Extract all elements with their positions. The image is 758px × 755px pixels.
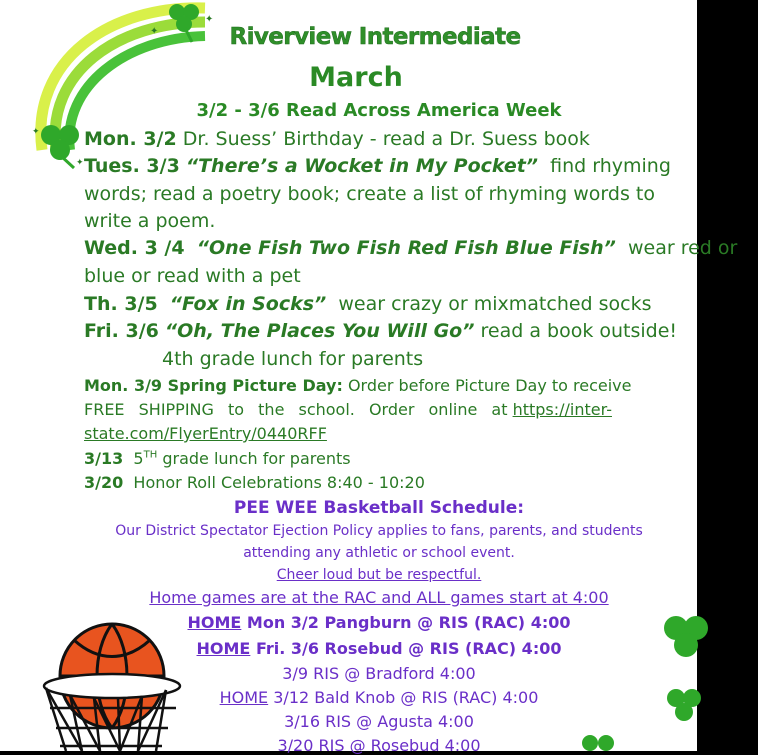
basketball-title: PEE WEE Basketball Schedule: <box>233 498 525 518</box>
game-row <box>0 664 758 683</box>
game-row <box>0 736 758 755</box>
picture-day-line <box>84 424 327 443</box>
event-title: “There’s a Wocket in My Pocket” <box>185 155 539 177</box>
game-text: Fri. 3/6 Rosebud @ RIS (RAC) 4:00 <box>255 639 562 658</box>
event-continuation: 4th grade lunch for parents <box>162 348 424 370</box>
event-text: Dr. Suess’ Birthday - read a Dr. Suess book <box>182 128 590 150</box>
event-row <box>84 293 652 315</box>
game-row <box>0 613 758 632</box>
honor-date: 3/20 <box>84 473 124 492</box>
event-row <box>84 128 590 150</box>
picture-day-line <box>84 400 612 419</box>
picture-day-link[interactable]: https://inter- <box>512 400 612 419</box>
event-row <box>84 320 677 342</box>
lunch-date: 3/13 <box>84 449 124 468</box>
honor-text: Honor Roll Celebrations 8:40 - 10:20 <box>133 473 425 492</box>
event-row <box>84 237 737 259</box>
game-home-tag: HOME <box>219 688 269 707</box>
picture-day-text: FREE SHIPPING to the school. Order online at <box>84 400 508 419</box>
event-day: Wed. 3 /4 <box>84 237 185 259</box>
game-text: 3/12 Bald Knob @ RIS (RAC) 4:00 <box>273 688 539 707</box>
picture-day-line <box>84 376 632 395</box>
picture-day-link[interactable]: state.com/FlyerEntry/0440RFF <box>84 424 327 443</box>
game-text: 3/9 RIS @ Bradford 4:00 <box>282 664 476 683</box>
cheer-note: Cheer loud but be respectful. <box>276 567 482 583</box>
game-home-tag: HOME <box>196 639 251 658</box>
honor-line <box>84 473 425 492</box>
game-row <box>0 688 758 707</box>
picture-day-label: Mon. 3/9 Spring Picture Day: <box>84 376 343 395</box>
month-title: March <box>309 62 403 93</box>
svg-text:✦: ✦ <box>76 158 84 168</box>
svg-text:✦: ✦ <box>150 26 159 37</box>
svg-text:✦: ✦ <box>205 14 214 25</box>
picture-day-text: Order before Picture Day to receive <box>347 376 632 395</box>
event-text: find rhyming <box>550 155 671 177</box>
week-title: 3/2 - 3/6 Read Across America Week <box>196 100 562 121</box>
lunch-grade-suffix: TH <box>143 449 158 461</box>
event-title: “Fox in Socks” <box>169 293 327 315</box>
home-note: Home games are at the RAC and ALL games start at 4:00 <box>149 588 609 607</box>
event-text: wear red or <box>627 237 738 259</box>
game-text: 3/20 RIS @ Rosebud 4:00 <box>277 736 481 755</box>
event-day: Fri. 3/6 <box>84 320 159 342</box>
event-row <box>84 155 671 177</box>
game-text: 3/16 RIS @ Agusta 4:00 <box>284 712 474 731</box>
event-title: “Oh, The Places You Will Go” <box>164 320 475 342</box>
event-continuation: words; read a poetry book; create a list of rhyming words to <box>84 183 655 205</box>
event-continuation: write a poem. <box>84 210 216 232</box>
policy-line: Our District Spectator Ejection Policy applies to fans, parents, and students <box>115 523 643 539</box>
event-day: Tues. 3/3 <box>84 155 180 177</box>
lunch-text: grade lunch for parents <box>162 449 351 468</box>
svg-text:✦: ✦ <box>32 127 40 137</box>
lunch-grade: 5 <box>133 449 144 468</box>
event-continuation: blue or read with a pet <box>84 265 301 287</box>
event-text: wear crazy or mixmatched socks <box>338 293 652 315</box>
event-text: read a book outside! <box>480 320 678 342</box>
lunch-line <box>84 449 351 468</box>
policy-line: attending any athletic or school event. <box>243 545 515 561</box>
game-text: Mon 3/2 Pangburn @ RIS (RAC) 4:00 <box>246 613 571 632</box>
event-title: “One Fish Two Fish Red Fish Blue Fish” <box>196 237 616 259</box>
event-day: Th. 3/5 <box>84 293 158 315</box>
event-day: Mon. 3/2 <box>84 128 177 150</box>
school-name: Riverview Intermediate <box>229 24 521 50</box>
game-row <box>0 639 758 658</box>
game-home-tag: HOME <box>187 613 242 632</box>
game-row <box>0 712 758 731</box>
